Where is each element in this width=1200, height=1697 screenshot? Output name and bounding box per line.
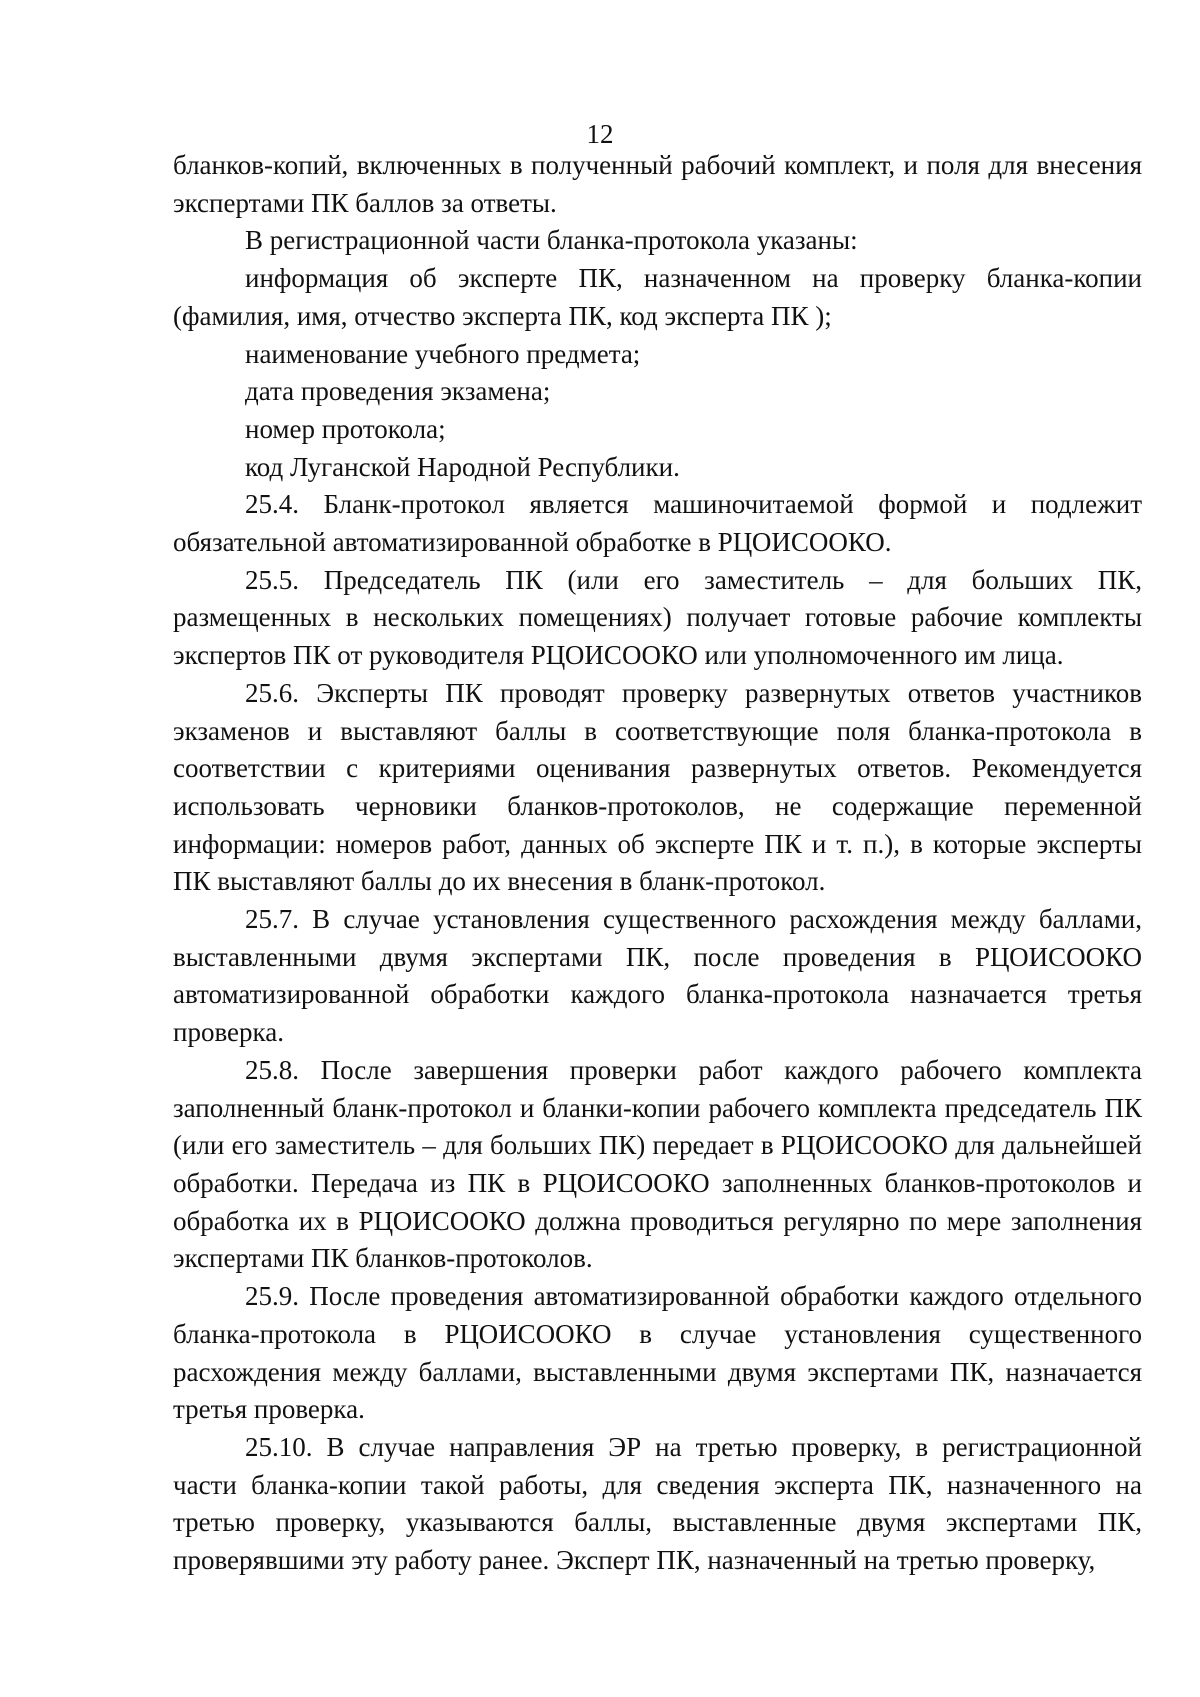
paragraph-continuation: бланков-копий, включенных в полученный рабочий комплект, и поля для внесения экспертами ПК баллов за ответы. (173, 150, 1142, 218)
page-number: 12 (586, 119, 614, 149)
document-body (173, 147, 1142, 1580)
paragraph-25-9: 25.9. После проведения автоматизированной обработки каждого отдельного бланка-протокола в РЦОИСООКО в случае установления существенного расхождения между баллами, выставленными двумя экспертами ПК, назначается третья проверка. (173, 1281, 1142, 1425)
paragraph-25-5: 25.5. Председатель ПК (или его заместитель – для больших ПК, размещенных в нескольких помещениях) получает готовые рабочие комплекты экспертов ПК от руководителя РЦОИСООКО или уполномоченного им лица. (173, 564, 1142, 671)
list-item-expert-info: информация об эксперте ПК, назначенном на проверку бланка-копии (фамилия, имя, отчество эксперта ПК, код эксперта ПК ); (173, 263, 1142, 331)
paragraph-registration-intro: В регистрационной части бланка-протокола указаны: (245, 225, 858, 256)
paragraph-25-10: 25.10. В случае направления ЭР на третью проверку, в регистрационной части бланка-копии такой работы, для сведения эксперта ПК, назначенного на третью проверку, указываются баллы, выставленные двумя экспертами ПК, проверявшими эту работу ранее. Эксперт ПК, назначенный на третью проверку, (173, 1431, 1142, 1576)
paragraph-25-7: 25.7. В случае установления существенного расхождения между баллами, выставленными двумя экспертами ПК, после проведения в РЦОИСООКО автоматизированной обработки каждого бланка-протокола назначается третья проверка. (173, 904, 1142, 1048)
paragraph-25-4: 25.4. Бланк-протокол является машиночитаемой формой и подлежит обязательной автоматизированной обработке в РЦОИСООКО. (173, 489, 1142, 558)
list-item-region-code: код Луганской Народной Республики. (245, 451, 680, 482)
list-item-subject: наименование учебного предмета; (245, 338, 641, 369)
paragraph-25-6: 25.6. Эксперты ПК проводят проверку развернутых ответов участников экзаменов и выставляют баллы в соответствующие поля бланка-протокола в соответствии с критериями оценивания развернутых ответов. Рекомендуется использовать черновики бланков-протоколов, не содержащие переменной информации: номеров работ, данных об эксперте ПК и т. п.), в которые эксперты ПК выставляют баллы до их внесения в бланк-протокол. (173, 677, 1142, 897)
list-item-protocol-number: номер протокола; (245, 413, 446, 444)
list-item-exam-date: дата проведения экзамена; (245, 376, 551, 407)
paragraph-25-8: 25.8. После завершения проверки работ каждого рабочего комплекта заполненный бланк-протокол и бланки-копии рабочего комплекта председатель ПК (или его заместитель – для больших ПК) передает в РЦОИСООКО для дальнейшей обработки. Передача из ПК в РЦОИСООКО заполненных бланков-протоколов и обработка их в РЦОИСООКО должна проводиться регулярно по мере заполнения экспертами ПК бланков-протоколов. (173, 1054, 1142, 1274)
